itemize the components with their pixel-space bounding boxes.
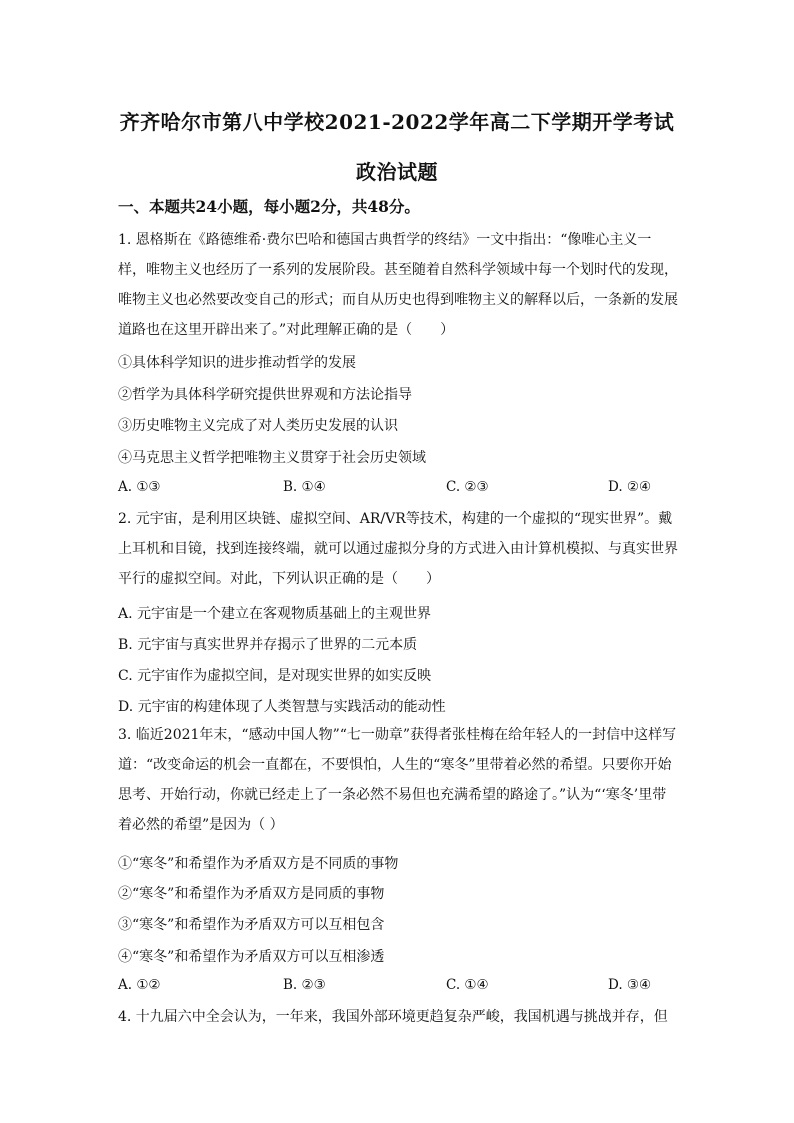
question-3-option-b[interactable]: B. ②③ — [283, 977, 326, 993]
question-3-option-d[interactable]: D. ③④ — [608, 977, 652, 993]
section-heading: 一、本题共24小题，每小题2分，共48分。 — [118, 197, 420, 216]
question-1-item-2: ②哲学为具体科学研究提供世界观和方法论指导 — [118, 387, 412, 403]
question-3-option-a[interactable]: A. ①② — [118, 977, 161, 993]
question-2-option-a[interactable]: A. 元宇宙是一个建立在客观物质基础上的主观世界 — [118, 606, 432, 622]
question-1-item-4: ④马克思主义哲学把唯物主义贯穿于社会历史领域 — [118, 450, 426, 466]
question-3-item-1: ①“寒冬”和希望作为矛盾双方是不同质的事物 — [118, 856, 399, 872]
question-1-stem: 1. 恩格斯在《路德维希·费尔巴哈和德国古典哲学的终结》一文中指出：“像唯心主义一样，唯物主义也经历了一系列的发展阶段。甚至随着自然科学领域中每一个划时代的发现，唯物主义也必然要改变自己的形式；而自从历史也得到唯物主义的解释以后，一条新的发展道路也在这里开辟出来了。”对此理解正确的是（ ） — [118, 232, 678, 338]
question-2-option-c[interactable]: C. 元宇宙作为虚拟空间，是对现实世界的如实反映 — [118, 668, 432, 684]
question-1-option-b[interactable]: B. ①④ — [283, 479, 326, 495]
question-2-option-b[interactable]: B. 元宇宙与真实世界并存揭示了世界的二元本质 — [118, 637, 418, 653]
question-2-option-d[interactable]: D. 元宇宙的构建体现了人类智慧与实践活动的能动性 — [118, 699, 446, 715]
question-1-item-1: ①具体科学知识的进步推动哲学的发展 — [118, 355, 356, 371]
question-3-item-3: ③“寒冬”和希望作为矛盾双方可以互相包含 — [118, 917, 385, 933]
question-3-stem: 3. 临近2021年末，“感动中国人物”“七一勋章”获得者张桂梅在给年轻人的一封信中这样写道：“改变命运的机会一直都在，不要惧怕，人生的“寒冬”里带着必然的希望。只要你开始思考、开始行动，你就已经走上了一条必然不易但也充满希望的路途了。”认为“‘寒冬’里带着必然的希望”是因为（ ） — [118, 727, 677, 833]
question-3-option-c[interactable]: C. ①④ — [446, 977, 489, 993]
question-3-item-2: ②“寒冬”和希望作为矛盾双方是同质的事物 — [118, 886, 385, 902]
question-2-stem: 2. 元宇宙，是利用区块链、虚拟空间、AR/VR等技术，构建的一个虚拟的“现实世界”。戴上耳机和目镜，找到连接终端，就可以通过虚拟分身的方式进入由计算机模拟、与真实世界平行的虚拟空间。对此，下列认识正确的是（ ） — [118, 511, 678, 587]
question-1-option-c[interactable]: C. ②③ — [446, 479, 489, 495]
question-1-item-3: ③历史唯物主义完成了对人类历史发展的认识 — [118, 418, 398, 434]
question-1-option-d[interactable]: D. ②④ — [608, 479, 652, 495]
question-3-item-4: ④“寒冬”和希望作为矛盾双方可以互相渗透 — [118, 949, 385, 965]
question-4-stem: 4. 十九届六中全会认为，一年来，我国外部环境更趋复杂严峻，我国机遇与挑战并存，但 — [118, 1009, 668, 1025]
question-1-option-a[interactable]: A. ①③ — [118, 479, 161, 495]
exam-subject: 政治试题 — [356, 160, 438, 184]
exam-title: 齐齐哈尔市第八中学校2021-2022学年高二下学期开学考试 — [119, 110, 675, 134]
